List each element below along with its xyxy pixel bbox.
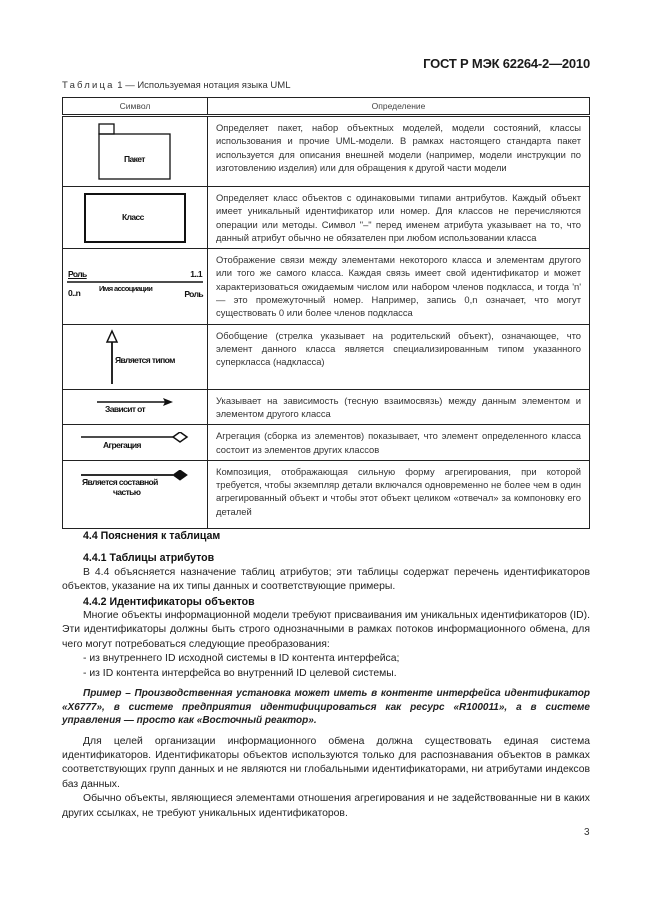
section-heading-4-4: 4.4 Пояснения к таблицам <box>83 530 221 542</box>
association-multiplicity-left: 0..n <box>68 288 81 299</box>
definition-cell: Указывает на зависимость (тесную взаимосвязь) между данным элементом и элементом другого класса <box>208 389 590 425</box>
symbol-cell <box>63 389 208 425</box>
definition-cell: Обобщение (стрелка указывает на родительский объект), означающее, что элемент данного класса является специализированным типом указанного суперкласса (надкласса) <box>208 324 590 389</box>
column-header-symbol: Символ <box>63 98 208 116</box>
definition-cell: Отображение связи между элементами некоторого класса и элементам другого или того же самого класса. Каждая связь имеет свой идентификатор и может характеризоваться ожидаемым числом или набором членов подкласса, и тогда 'n' — это промежуточный номер. Например, запись 0,n означает, что могут существовать 0 или более членов подкласса <box>208 249 590 324</box>
composition-diamond-icon <box>81 470 189 506</box>
association-name: Имя ассоциации <box>99 284 153 294</box>
example-note: Пример – Производственная установка может иметь в контенте интерфейса идентификатор «X6777», в системе предприятия идентифицироваться как ресурс «R100011», а в системе управления — просто как «Восточный реактор». <box>62 688 590 727</box>
symbol-cell <box>63 116 208 187</box>
symbol-cell <box>63 324 208 389</box>
document-standard-header: ГОСТ Р МЭК 62264-2—2010 <box>423 56 590 71</box>
composition-label-line2: частью <box>113 486 141 497</box>
section-heading-4-4-1: 4.4.1 Таблицы атрибутов <box>83 552 215 565</box>
list-item: - из внутреннего ID исходной системы в ID контента интерфейса; <box>83 653 400 665</box>
section-4-4-1-paragraph: В 4.4 объясняется назначение таблиц атрибутов; эти таблицы содержат перечень идентификаторов объектов, указание на их типы данных и соответствующие примеры. <box>62 566 590 593</box>
symbol-cell <box>63 249 208 324</box>
definition-cell: Композиция, отображающая сильную форму агрегирования, при которой требуется, чтобы экземпляр детали включался одновременно не более чем в один агрегированный объект и чтобы этот объект целиком «отвечал» за компоновку его деталей <box>208 460 590 528</box>
generalization-label: Является типом <box>115 354 175 365</box>
association-role-left: Роль <box>68 269 87 280</box>
page-number: 3 <box>584 827 590 838</box>
package-icon <box>98 123 172 181</box>
body-paragraph: Обычно объекты, являющиеся элементами отношения агрегирования и не задействованные ни в каких других ссылках, не требуют уникальных идентификаторов. <box>62 793 590 819</box>
table-row <box>63 389 590 425</box>
body-paragraph: Для целей организации информационного обмена должна существовать единая система идентификаторов. Идентификаторы объектов используются только для распознавания объектов в рамках соответствующих групп данных и не являются ни глобальными идентификаторами, ни атрибутами индексов баз данных. <box>62 735 590 790</box>
column-header-definition: Определение <box>208 98 590 116</box>
aggregation-diamond-icon <box>81 432 189 454</box>
table-row <box>63 116 590 187</box>
association-role-right: Роль <box>184 289 203 300</box>
symbol-cell <box>63 460 208 528</box>
table-row <box>63 324 590 389</box>
symbol-cell <box>63 187 208 249</box>
section-heading-4-4-2: 4.4.2 Идентификаторы объектов <box>83 595 255 608</box>
table-caption <box>62 80 290 91</box>
document-body <box>62 529 590 821</box>
definition-cell: Агрегация (сборка из элементов) показывает, что элемент определенного класса состоит из элементов других классов <box>208 425 590 461</box>
section-4-4-2-paragraph: Многие объекты информационной модели требуют присваивания им уникальных идентификаторов (ID). Эти идентификаторы должны быть строго однозначными в рамках потоков информационного обмена, для чего могут потребоваться следующие преобразования: <box>62 610 590 650</box>
aggregation-label: Агрегация <box>103 439 141 450</box>
generalization-arrow-icon <box>80 329 190 385</box>
table-row <box>63 187 590 249</box>
dependency-arrow-icon <box>95 397 175 417</box>
table-caption-prefix: Таблица <box>62 80 115 91</box>
table-row <box>63 460 590 528</box>
symbol-cell <box>63 425 208 461</box>
table-row <box>63 425 590 461</box>
class-label: Класс <box>122 211 144 222</box>
table-header-row <box>63 98 590 116</box>
table-caption-text: 1 — Используемая нотация языка UML <box>114 80 291 91</box>
table-row <box>63 249 590 324</box>
dependency-label: Зависит от <box>105 403 146 414</box>
composition-label-line1: Является составной <box>82 476 158 487</box>
definition-cell: Определяет пакет, набор объектных моделей, модели состояний, классы использования и прочие UML-модели. В рамках настоящего стандарта пакет используется для описания внешней модели (например, модели инструкции по изготовлению изделия) или для обращения к другой части модели <box>208 116 590 187</box>
uml-notation-table <box>62 97 590 529</box>
class-icon <box>84 193 186 243</box>
definition-cell: Определяет класс объектов с одинаковыми типами антрибутов. Каждый объект имеет уникальный идентификатор или номер. Для классов не перечисляются операции или методы. Символ "–" перед именем атрибута указывает на то, что данный атрибут обычно не обязателен при любом использовании класса <box>208 187 590 249</box>
association-icon <box>67 268 203 304</box>
association-multiplicity-right: 1..1 <box>190 269 202 280</box>
list-item: - из ID контента интерфейса во внутренний ID целевой системы. <box>83 667 397 679</box>
package-label: Пакет <box>124 153 145 164</box>
